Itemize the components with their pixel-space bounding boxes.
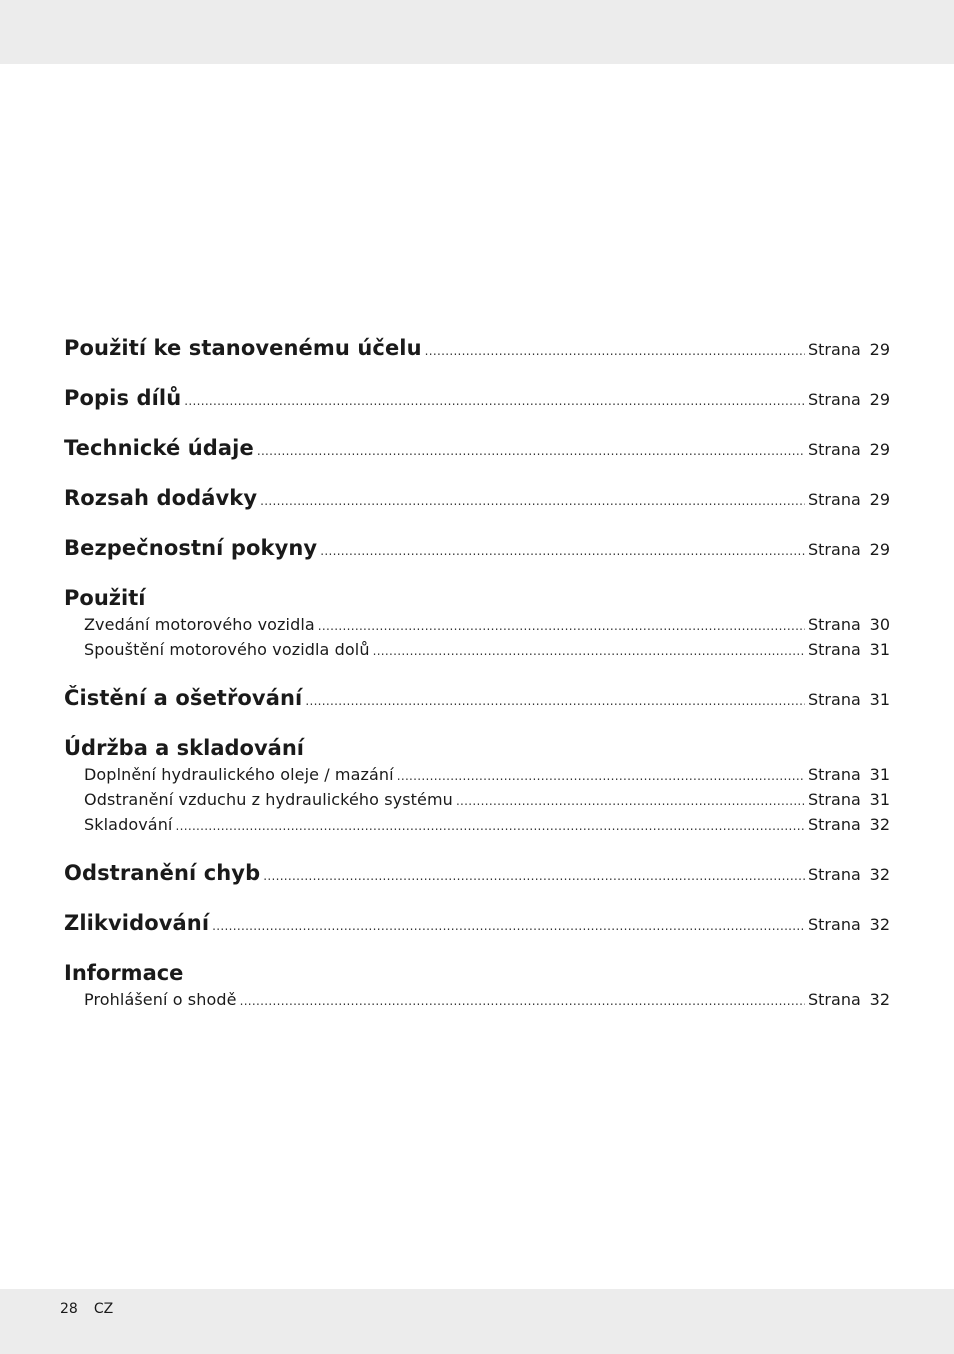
toc-section-heading[interactable]: Použití <box>64 586 146 610</box>
toc-entry-title: Doplnění hydraulického oleje / mazání <box>84 765 394 784</box>
toc-page-number: 29 <box>869 540 890 559</box>
toc-leader-dots <box>397 769 805 783</box>
toc-entry-title: Spouštění motorového vozidla dolů <box>84 640 370 659</box>
header-band <box>0 0 954 64</box>
footer-language-code: CZ <box>93 1301 114 1317</box>
toc-page-number: 31 <box>869 790 890 809</box>
toc-entry[interactable] <box>64 861 890 885</box>
toc-page-number: 31 <box>869 690 890 709</box>
toc-page-label: Strana <box>808 990 861 1009</box>
toc-page-number: 32 <box>869 815 890 834</box>
toc-subentry[interactable] <box>84 615 890 634</box>
toc-page-label: Strana <box>808 615 861 634</box>
toc-leader-dots <box>456 794 805 808</box>
toc-page-label: Strana <box>808 765 861 784</box>
toc-page-label: Strana <box>808 340 861 359</box>
toc-page-number: 29 <box>869 490 890 509</box>
footer-band <box>0 1289 954 1354</box>
toc-leader-dots <box>305 694 805 708</box>
toc-subentry[interactable] <box>84 640 890 659</box>
toc-subentry[interactable] <box>84 790 890 809</box>
toc-page-number: 29 <box>869 440 890 459</box>
toc-page-label: Strana <box>808 915 861 934</box>
toc-entry-title: Bezpečnostní pokyny <box>64 536 318 560</box>
toc-leader-dots <box>257 444 805 458</box>
toc-page-number: 29 <box>869 340 890 359</box>
toc-entry-title: Rozsah dodávky <box>64 486 258 510</box>
toc-page-number: 30 <box>869 615 890 634</box>
page-footer <box>60 1301 129 1317</box>
toc-entry-title: Odstranění vzduchu z hydraulického systému <box>84 790 453 809</box>
toc-entry-title: Zvedání motorového vozidla <box>84 615 315 634</box>
toc-page-label: Strana <box>808 440 861 459</box>
toc-leader-dots <box>175 819 805 833</box>
toc-entry-title: Zlikvidování <box>64 911 210 935</box>
toc-leader-dots <box>425 344 805 358</box>
toc-entry[interactable] <box>64 336 890 360</box>
toc-leader-dots <box>263 869 805 883</box>
footer-page-number: 28 <box>60 1301 78 1317</box>
toc-leader-dots <box>184 394 805 408</box>
toc-section-heading[interactable]: Informace <box>64 961 184 985</box>
toc-page-label: Strana <box>808 690 861 709</box>
toc-entry[interactable] <box>64 686 890 710</box>
toc-entry[interactable] <box>64 486 890 510</box>
toc-page-number: 29 <box>869 390 890 409</box>
toc-page-label: Strana <box>808 490 861 509</box>
toc-entry-title: Skladování <box>84 815 173 834</box>
toc-page-label: Strana <box>808 815 861 834</box>
toc-page-label: Strana <box>808 865 861 884</box>
toc-leader-dots <box>320 544 805 558</box>
toc-section-heading[interactable]: Údržba a skladování <box>64 736 304 760</box>
toc-leader-dots <box>240 994 805 1008</box>
toc-leader-dots <box>260 494 805 508</box>
toc-entry-title: Popis dílů <box>64 386 182 410</box>
toc-subentry[interactable] <box>84 990 890 1009</box>
toc-leader-dots <box>318 619 805 633</box>
toc-entry[interactable] <box>64 911 890 935</box>
toc-page-label: Strana <box>808 540 861 559</box>
toc-entry[interactable] <box>64 536 890 560</box>
toc-page-number: 32 <box>869 915 890 934</box>
toc-entry-title: Prohlášení o shodě <box>84 990 237 1009</box>
toc-page-label: Strana <box>808 790 861 809</box>
toc-page-number: 31 <box>869 765 890 784</box>
toc-entry-title: Použití ke stanovenému účelu <box>64 336 422 360</box>
toc-leader-dots <box>373 644 805 658</box>
toc-page-number: 31 <box>869 640 890 659</box>
toc-leader-dots <box>212 919 805 933</box>
toc-entry-title: Čistění a ošetřování <box>64 686 303 710</box>
toc-entry-title: Technické údaje <box>64 436 254 460</box>
toc-page-label: Strana <box>808 640 861 659</box>
toc-subentry[interactable] <box>84 815 890 834</box>
toc-entry-title: Odstranění chyb <box>64 861 261 885</box>
toc-entry[interactable] <box>64 386 890 410</box>
toc-page-number: 32 <box>869 865 890 884</box>
toc-page-label: Strana <box>808 390 861 409</box>
toc-subentry[interactable] <box>84 765 890 784</box>
toc-entry[interactable] <box>64 436 890 460</box>
toc-page-number: 32 <box>869 990 890 1009</box>
